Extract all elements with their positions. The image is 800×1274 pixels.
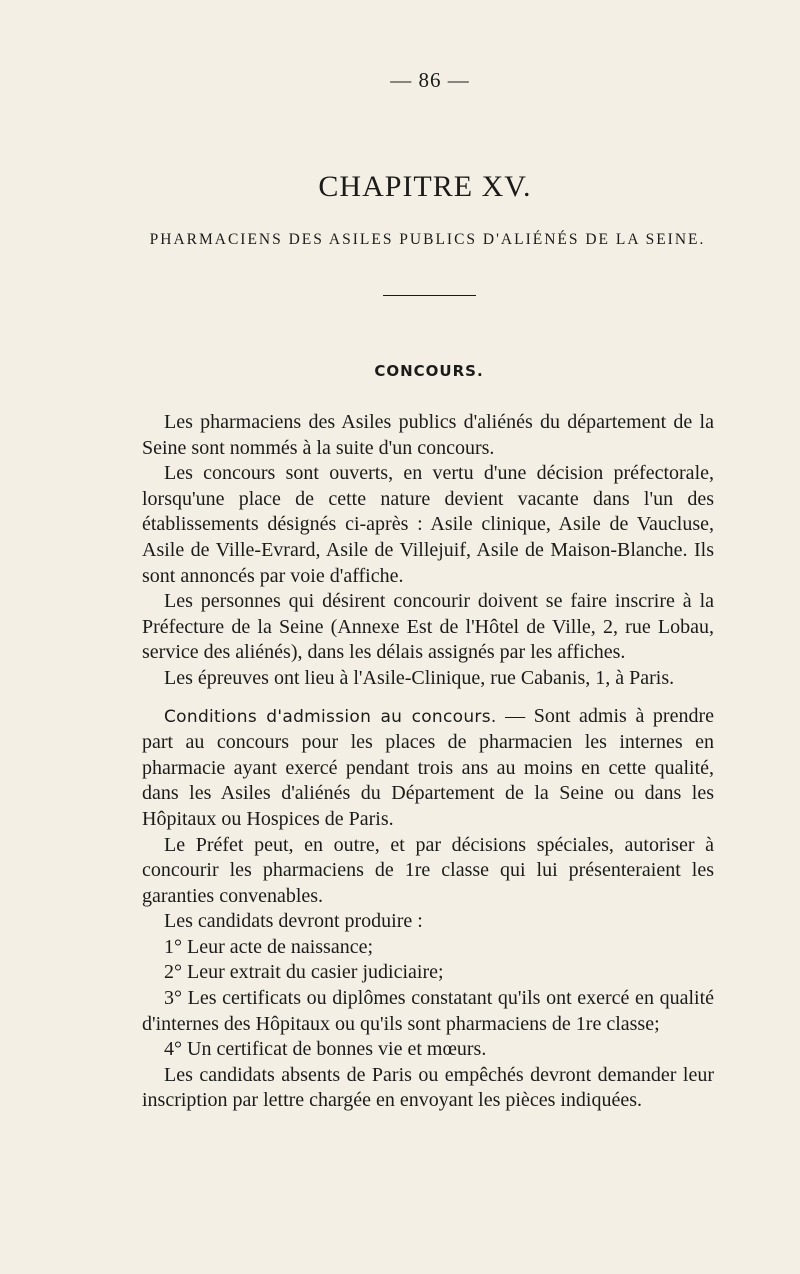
paragraph: Le Préfet peut, en outre, et par décisions spéciales, autoriser à concourir les pharmaciens de 1re classe qui lui présenteraient les garanties convenables.	[142, 833, 714, 907]
chapter-subtitle: PHARMACIENS DES ASILES PUBLICS D'ALIÉNÉS DE LA SEINE.	[149, 231, 706, 248]
list-item: 2° Leur extrait du casier judiciaire;	[164, 961, 444, 984]
list-item: 1° Leur acte de naissance;	[164, 935, 374, 958]
conditions-paragraph	[142, 704, 714, 833]
body-text	[142, 410, 714, 1114]
paragraph: Les pharmaciens des Asiles publics d'aliénés du département de la Seine sont nommés à la suite d'un concours.	[142, 411, 714, 459]
paragraph: Les candidats devront produire :	[164, 910, 423, 933]
list-item: 4° Un certificat de bonnes vie et mœurs.	[164, 1038, 487, 1061]
page-number: — 86 —	[390, 68, 470, 92]
paragraph: Les concours sont ouverts, en vertu d'une décision préfectorale, lorsqu'une place de cette nature devient vacante dans l'un des établissements désignés ci-après : Asile clinique, Asile de Vaucluse, Asile de Ville-Evrard, Asile de Villejuif, Asile de Maison-Blanche. Ils sont annoncés par voie d'affiche.	[142, 462, 714, 587]
paragraph-text: — Sont admis à prendre part au concours pour les places de pharmacien les internes en pharmacie ayant exercé pendant trois ans au moins en cette qualité, dans les Asiles d'aliénés du Département de la Seine ou dans les Hôpitaux ou Hospices de Paris.	[142, 704, 714, 830]
paragraph: Les personnes qui désirent concourir doivent se faire inscrire à la Préfecture de la Seine (Annexe Est de l'Hôtel de Ville, 2, rue Lobau, service des aliénés), dans les délais assignés par les affiches.	[142, 590, 714, 664]
paragraph: Les candidats absents de Paris ou empêchés devront demander leur inscription par lettre chargée en envoyant les pièces indiquées.	[142, 1063, 714, 1112]
chapter-title: CHAPITRE XV.	[318, 170, 532, 203]
list-item: 3° Les certificats ou diplômes constatant qu'ils ont exercé en qualité d'internes des Hôpitaux ou qu'ils sont pharmaciens de 1re classe;	[142, 987, 714, 1035]
paragraph: Les épreuves ont lieu à l'Asile-Clinique, rue Cabanis, 1, à Paris.	[164, 666, 675, 689]
section-divider	[383, 295, 476, 296]
run-in-heading: Conditions d'admission au concours.	[164, 706, 497, 727]
section-heading: CONCOURS.	[374, 362, 484, 380]
